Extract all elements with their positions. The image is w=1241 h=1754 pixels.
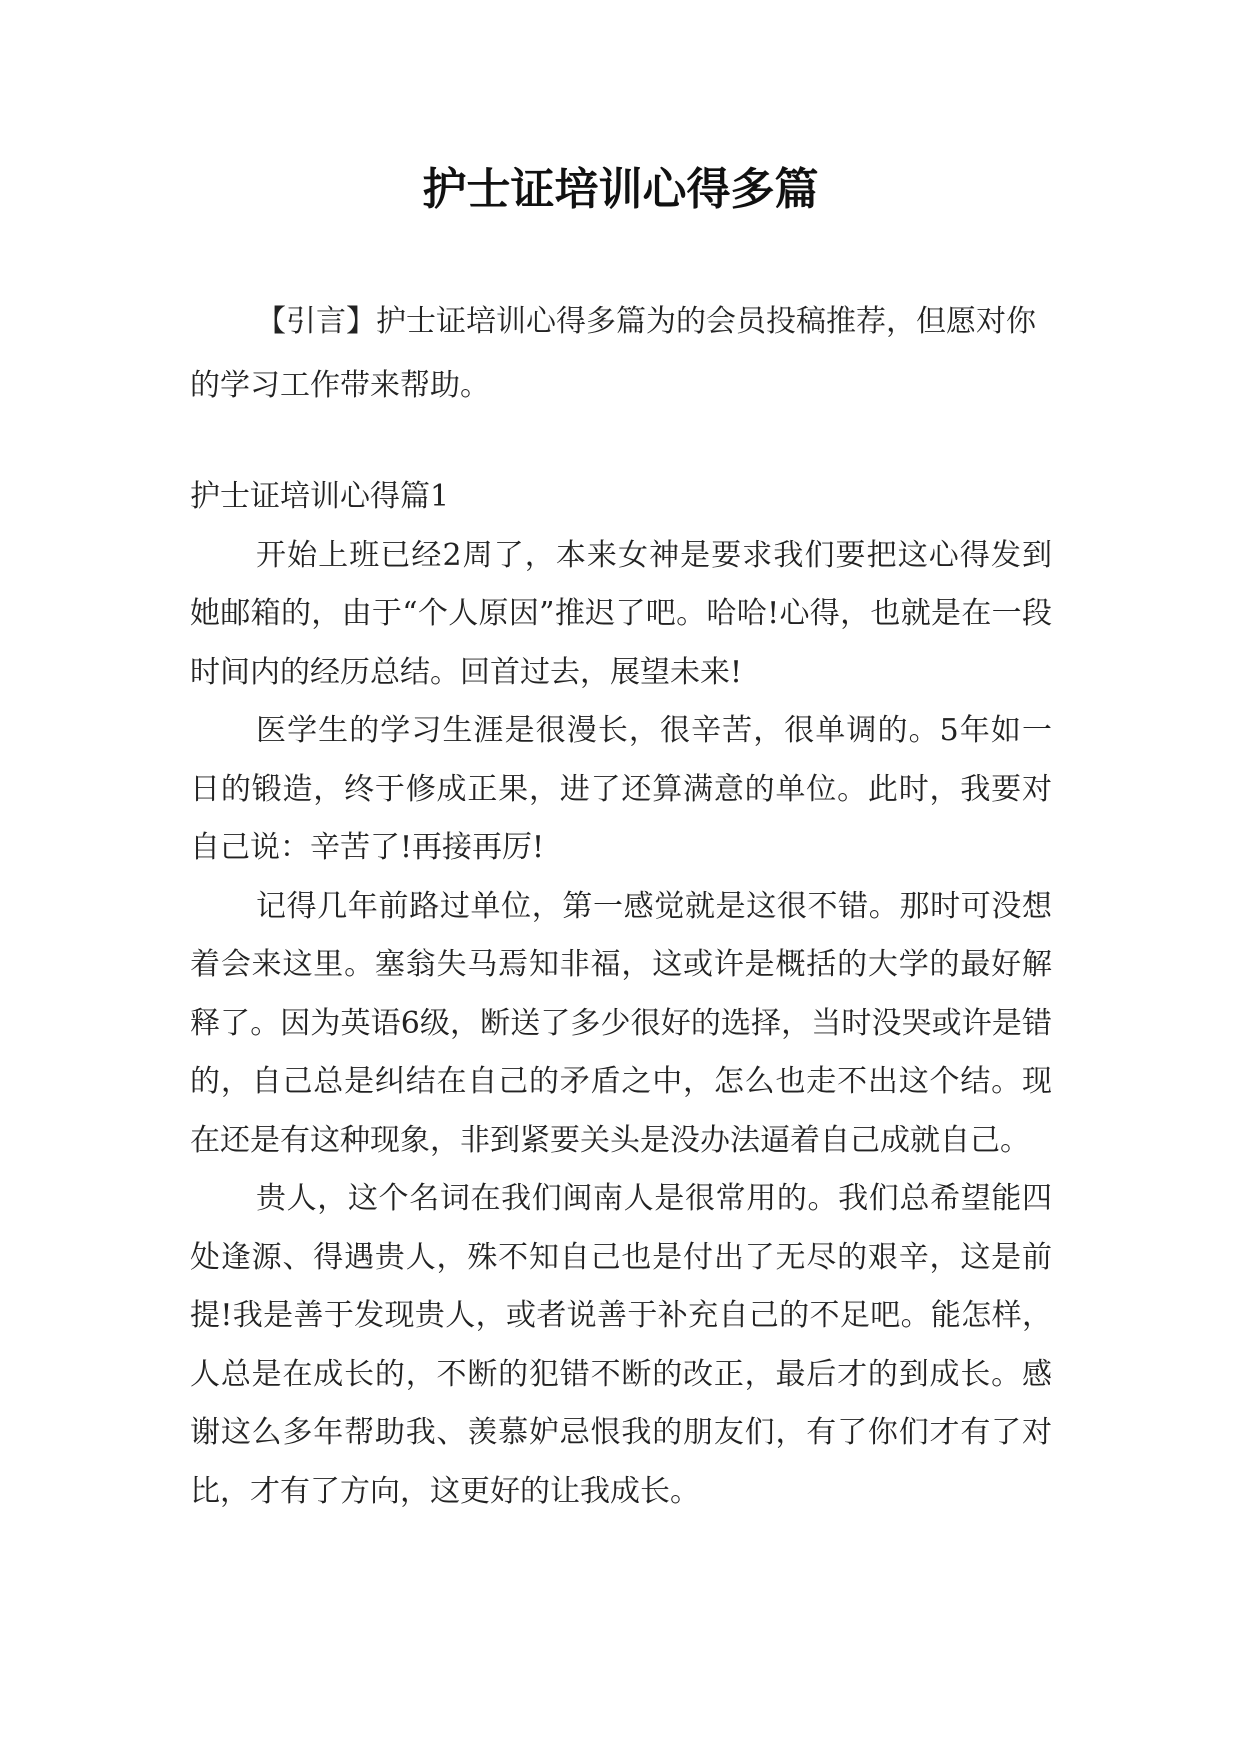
section-heading: 护士证培训心得篇1: [190, 479, 450, 514]
body-paragraph-1: 开始上班已经2周了，本来女神是要求我们要把这心得发到她邮箱的，由于“个人原因”推迟了吧。哈哈!心得，也就是在一段时间内的经历总结。回首过去，展望未来!: [190, 537, 1052, 690]
document-title: 护士证培训心得多篇: [422, 164, 819, 215]
body-paragraph-3: 记得几年前路过单位，第一感觉就是这很不错。那时可没想着会来这里。塞翁失马焉知非福，这或许是概括的大学的最好解释了。因为英语6级，断送了多少很好的选择，当时没哭或许是错的，自己总是纠结在自己的矛盾之中，怎么也走不出这个结。现在还是有这种现象，非到紧要关头是没办法逼着自己成就自己。: [190, 888, 1052, 1158]
section-1: [190, 468, 1052, 1521]
body-paragraph-4: 贵人，这个名词在我们闽南人是很常用的。我们总希望能四处逢源、得遇贵人，殊不知自己也是付出了无尽的艰辛，这是前提!我是善于发现贵人，或者说善于补充自己的不足吧。能怎样，人总是在成长的，不断的犯错不断的改正，最后才的到成长。感谢这么多年帮助我、羡慕妒忌恨我的朋友们，有了你们才有了对比，才有了方向，这更好的让我成长。: [190, 1181, 1052, 1509]
intro-paragraph: 【引言】护士证培训心得多篇为的会员投稿推荐，但愿对你的学习工作带来帮助。: [190, 304, 1036, 403]
body-paragraph-2: 医学生的学习生涯是很漫长，很辛苦，很单调的。5年如一日的锻造，终于修成正果，进了还算满意的单位。此时，我要对自己说：辛苦了!再接再厉!: [190, 713, 1052, 865]
